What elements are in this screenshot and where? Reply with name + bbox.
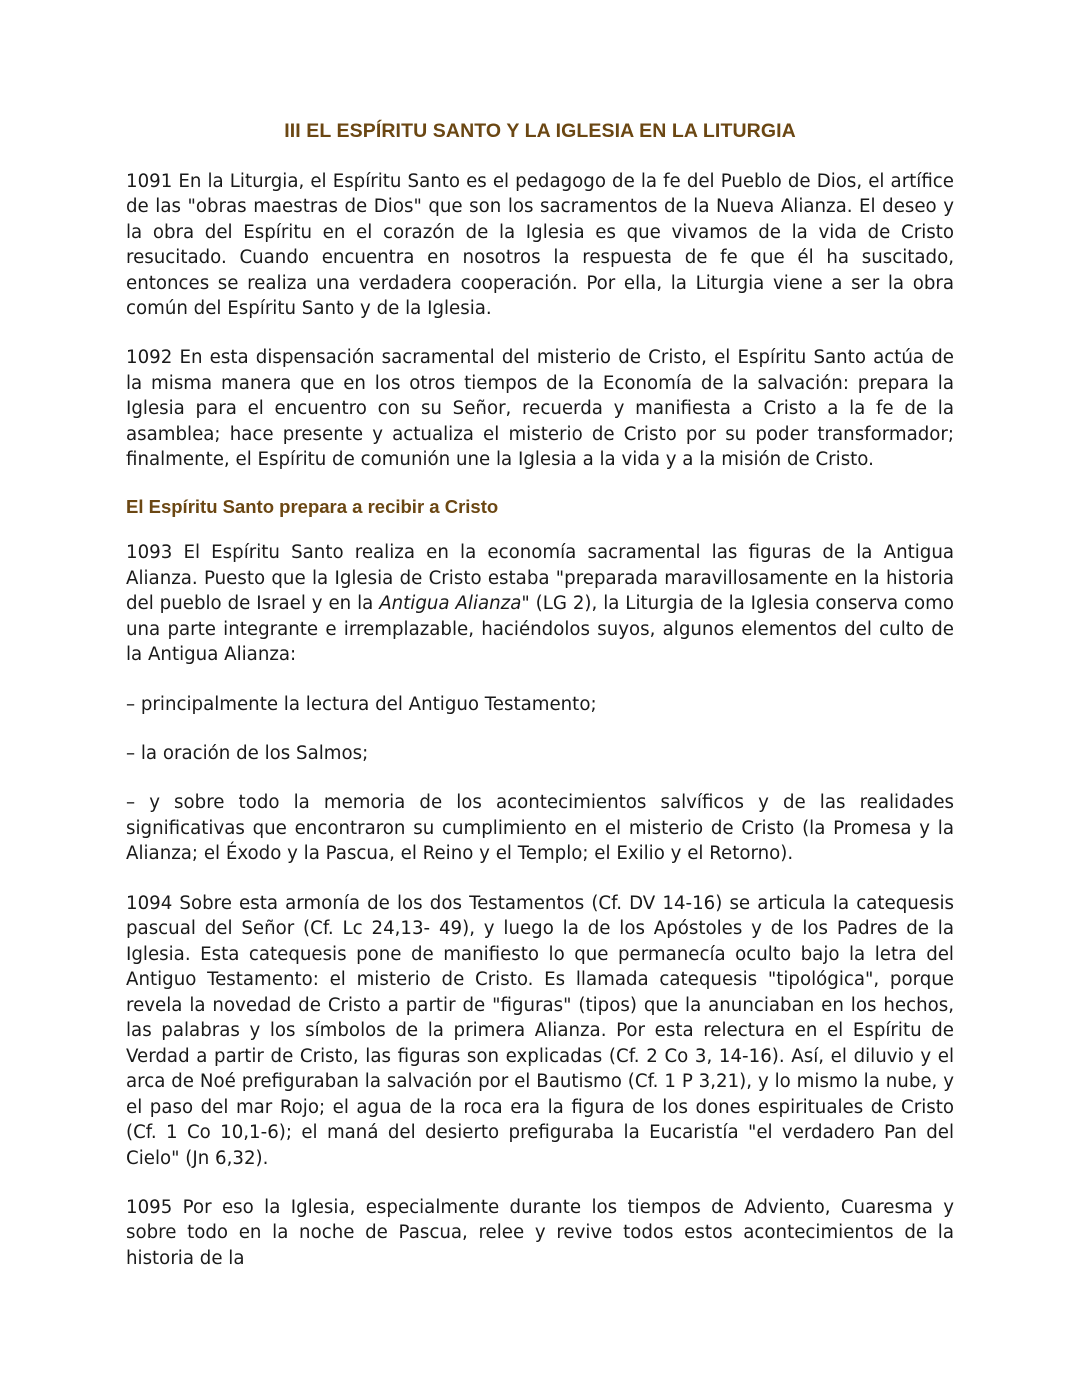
paragraph-1094: 1094 Sobre esta armonía de los dos Testamentos (Cf. DV 14-16) se articula la catequesis pascual del Señor (Cf. Lc 24,13- 49), y luego la de los Apóstoles y de los Padres de la Iglesia. Esta catequesis pone de manifiesto lo que permanecía oculto bajo la letra del Antiguo Testamento: el misterio de Cristo. Es llamada catequesis "tipológica", porque revela la novedad de Cristo a partir de "figuras" (tipos) que la anunciaban en los hechos, las palabras y los símbolos de la primera Alianza. Por esta relectura en el Espíritu de Verdad a partir de Cristo, las figuras son explicadas (Cf. 2 Co 3, 14-16). Así, el diluvio y el arca de Noé prefiguraban la salvación por el Bautismo (Cf. 1 P 3,21), y lo mismo la nube, y el paso del mar Rojo; el agua de la roca era la figura de los dones espirituales de Cristo (Cf. 1 Co 10,1-6); el maná del desierto prefiguraba la Eucaristía "el verdadero Pan del Cielo" (Jn 6,32).: [126, 892, 954, 1169]
paragraph-1093-text-a: 1093 El Espíritu Santo realiza en la economía sacramental las figuras de la Antigua Alianza. Puesto que la Iglesia de Cristo estaba "preparada maravillosamente en la historia del pueblo de Israel y en la: [126, 542, 954, 615]
paragraph-1092: 1092 En esta dispensación sacramental del misterio de Cristo, el Espíritu Santo actúa de la misma manera que en los otros tiempos de la Economía de la salvación: prepara la Iglesia para el encuentro con su Señor, recuerda y manifiesta a Cristo a la fe de la asamblea; hace presente y actualiza el misterio de Cristo por su poder transformador; finalmente, el Espíritu de comunión une la Iglesia a la vida y a la misión de Cristo.: [126, 347, 954, 471]
document-page: [126, 120, 954, 1295]
paragraph-1091: 1091 En la Liturgia, el Espíritu Santo es el pedagogo de la fe del Pueblo de Dios, el artífice de las "obras maestras de Dios" que son los sacramentos de la Nueva Alianza. El deseo y la obra del Espíritu en el corazón de la Iglesia es que vivamos de la vida de Cristo resucitado. Cuando encuentra en nosotros la respuesta de fe que él ha suscitado, entonces se realiza una verdadera cooperación. Por ella, la Liturgia viene a ser la obra común del Espíritu Santo y de la Iglesia.: [126, 171, 954, 320]
list-item-3: – y sobre todo la memoria de los acontecimientos salvíficos y de las realidades significativas que encontraron su cumplimiento en el misterio de Cristo (la Promesa y la Alianza; el Éxodo y la Pascua, el Reino y el Templo; el Exilio y el Retorno).: [126, 792, 954, 865]
paragraph-1093-text-b: " (LG 2), la Liturgia de la Iglesia conserva como una parte integrante e irremplazable, haciéndolos suyos, algunos elementos del culto de la Antigua Alianza:: [126, 593, 954, 666]
paragraph-1095: 1095 Por eso la Iglesia, especialmente durante los tiempos de Adviento, Cuaresma y sobre todo en la noche de Pascua, relee y revive todos estos acontecimientos de la historia de la: [126, 1197, 954, 1269]
section-title: III EL ESPÍRITU SANTO Y LA IGLESIA EN LA LITURGIA: [284, 120, 796, 142]
subheading: El Espíritu Santo prepara a recibir a Cristo: [126, 496, 499, 518]
list-item-1: – principalmente la lectura del Antiguo Testamento;: [126, 693, 597, 715]
list-item-2: – la oración de los Salmos;: [126, 742, 369, 764]
paragraph-1093: [126, 540, 954, 667]
paragraph-1093-italic: Antigua Alianza: [379, 593, 522, 615]
